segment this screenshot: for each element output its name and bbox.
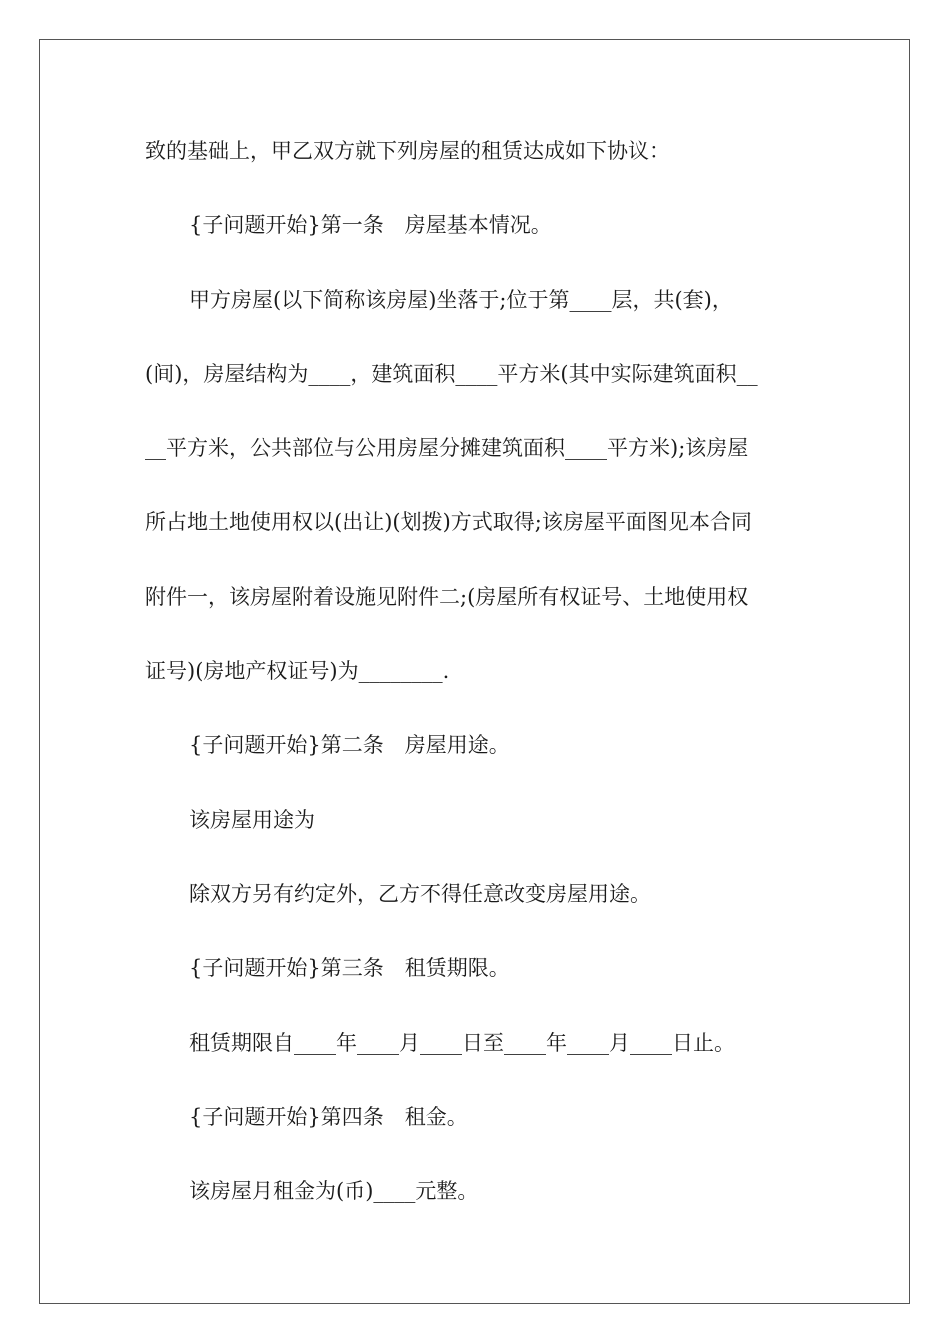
paragraph-line: 除双方另有约定外，乙方不得任意改变房屋用途。 [189, 881, 651, 906]
article-heading-4: {子问题开始}第四条 租金。 [189, 1104, 468, 1129]
document-body [145, 131, 810, 1245]
paragraph-line: 附件一，该房屋附着设施见附件二;(房屋所有权证号、土地使用权 [145, 584, 749, 609]
paragraph-line: 该房屋用途为 [189, 807, 315, 832]
paragraph-line: 所占地土地使用权以(出让)(划拨)方式取得;该房屋平面图见本合同 [145, 510, 752, 535]
paragraph-line: 证号)(房地产权证号)为________. [145, 659, 450, 684]
article-heading-2: {子问题开始}第二条 房屋用途。 [189, 733, 510, 758]
article-heading-3: {子问题开始}第三条 租赁期限。 [189, 956, 510, 981]
paragraph-line: 租赁期限自____年____月____日至____年____月____日止。 [189, 1030, 735, 1055]
paragraph-line: 致的基础上，甲乙双方就下列房屋的租赁达成如下协议： [145, 139, 670, 163]
article-heading-1: {子问题开始}第一条 房屋基本情况。 [189, 213, 552, 238]
paragraph-line: (间)，房屋结构为____，建筑面积____平方米(其中实际建筑面积__ [145, 361, 758, 386]
paragraph-line: 该房屋月租金为(币)____元整。 [189, 1179, 479, 1204]
paragraph-line: 甲方房屋(以下简称该房屋)坐落于;位于第____层，共(套)， [189, 287, 733, 312]
paragraph-line: __平方米，公共部位与公用房屋分摊建筑面积____平方米);该房屋 [145, 436, 749, 461]
